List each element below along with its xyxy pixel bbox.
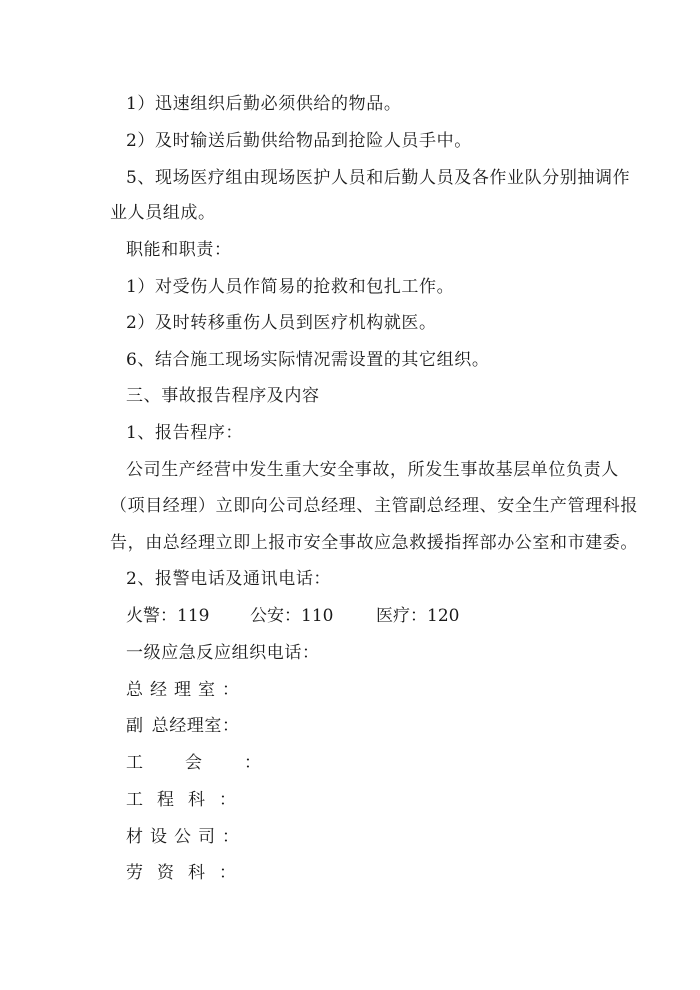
paragraph-line: 告，由总经理立即上报市安全事故应急救援指挥部办公室和市建委。 [110, 533, 638, 553]
paragraph-line: 业人员组成。 [110, 203, 216, 223]
paragraph-line: 5、现场医疗组由现场医护人员和后勤人员及各作业队分别抽调作 [126, 168, 631, 188]
paragraph-line: 2）及时输送后勤供给物品到抢险人员手中。 [126, 131, 472, 151]
contact-materials: 材设公司： [126, 827, 246, 847]
paragraph-line: 职能和职责： [126, 240, 232, 260]
contact-gm-office: 总经理室： [126, 680, 246, 700]
police-phone: 公安：110 [250, 606, 334, 626]
paragraph-line: 2）及时转移重伤人员到医疗机构就医。 [126, 313, 437, 333]
contact-union: 工会： [126, 753, 303, 773]
contact-vice-rest: 总经理室： [151, 716, 240, 736]
paragraph-line: 公司生产经营中发生重大安全事故，所发生事故基层单位负责人 [126, 460, 619, 480]
subsection-heading: 1、报告程序： [126, 423, 244, 443]
subsection-heading: 2、报警电话及通讯电话： [126, 569, 332, 589]
medical-phone: 医疗：120 [376, 606, 460, 626]
contact-labor: 劳资科： [126, 863, 250, 883]
contact-vice-prefix: 副 [126, 716, 144, 736]
paragraph-line: 1）对受伤人员作简易的抢救和包扎工作。 [126, 277, 455, 297]
paragraph-line: 1）迅速组织后勤必须供给的物品。 [126, 94, 402, 114]
fire-phone: 火警：119 [126, 606, 210, 626]
paragraph-line: （项目经理）立即向公司总经理、主管副总经理、安全生产管理科报 [110, 496, 638, 516]
paragraph-line: 6、结合施工现场实际情况需设置的其它组织。 [126, 350, 490, 370]
contact-vice-gm-office [126, 714, 240, 738]
contacts-heading: 一级应急反应组织电话： [126, 643, 320, 663]
contact-engineering: 工程科： [126, 790, 250, 810]
section-heading: 三、事故报告程序及内容 [126, 386, 320, 406]
